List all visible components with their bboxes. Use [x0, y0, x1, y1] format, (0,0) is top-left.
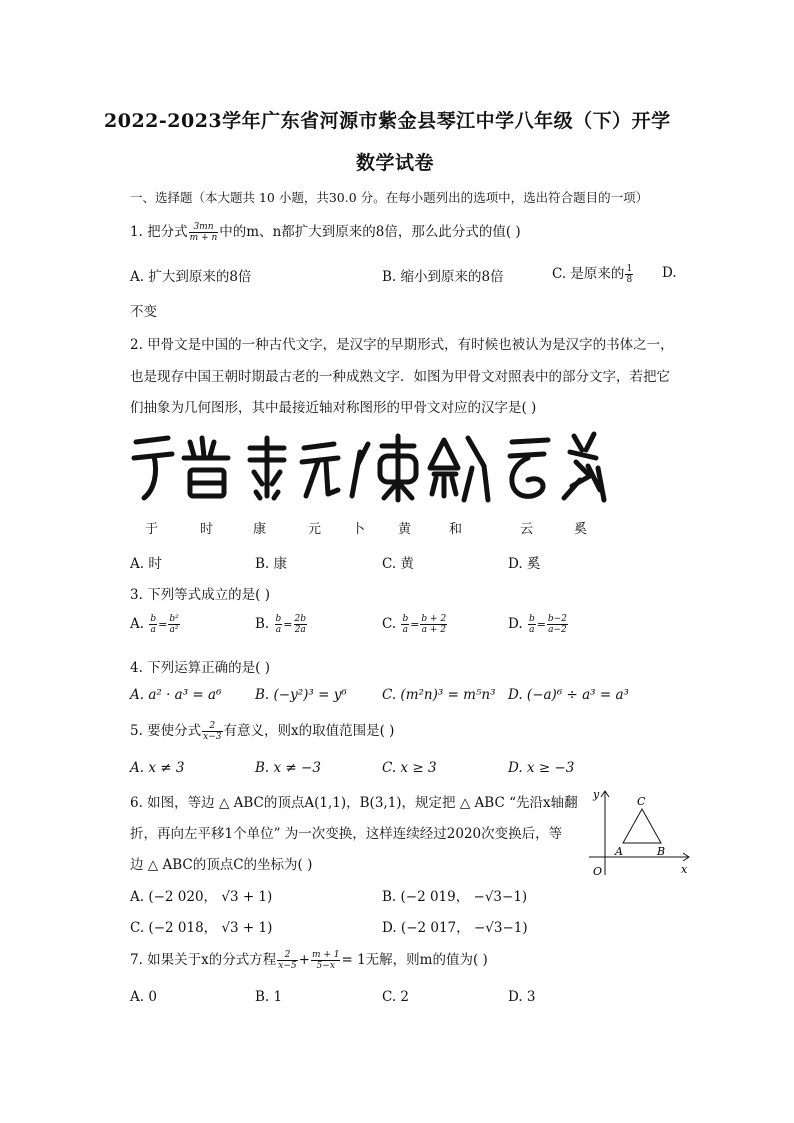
- question-6-line3: 边 △ ABC的顶点C的坐标为( ): [130, 857, 313, 873]
- glyph-label-4: 元: [308, 522, 322, 537]
- question-7-stem: 7. 如果关于x的分式方程 $\frac{2}{x-5}$ + $\frac{m + 1}{5-x}$ = 1无解，则m的值为( ): [130, 950, 488, 971]
- q6-option-b: B. (−2 019， −√3−1): [382, 889, 528, 905]
- q4-option-a: A. a² · a³ = a⁶: [130, 687, 222, 703]
- q6-option-c: C. (−2 018， √3 + 1): [130, 920, 273, 936]
- triangle-coordinate-figure: [585, 785, 695, 880]
- fig-c-label: C: [637, 795, 646, 808]
- glyph-bu: [352, 444, 368, 496]
- q3-option-c: C. $\frac{b}{a}$ = $\frac{b + 2}{a + 2}$: [382, 614, 447, 635]
- q5-option-a: A. x ≠ 3: [130, 760, 185, 776]
- glyph-huang: [380, 436, 416, 500]
- q1-option-d: D.: [662, 265, 677, 281]
- q7-option-d: D. 3: [508, 989, 536, 1005]
- q6-option-a: A. (−2 020， √3 + 1): [130, 889, 273, 905]
- oracle-bone-glyphs: [128, 428, 608, 508]
- glyph-he: [430, 438, 488, 500]
- question-6-line2: 折，再向左平移1个单位” 为一次变换，这样连续经过2020次变换后，等: [130, 826, 563, 842]
- section-heading: 一、选择题（本大题共 10 小题，共30.0 分。在每小题列出的选项中，选出符合题目的一项）: [130, 190, 649, 205]
- glyph-label-1: 于: [145, 522, 159, 537]
- paper-title-line1: 2022-2023学年广东省河源市紫金县琴江中学八年级（下）开学: [104, 110, 671, 132]
- q1-option-c: C. 是原来的 $\frac{1}{8}$: [552, 264, 633, 285]
- fig-origin-label: O: [593, 865, 603, 878]
- glyph-label-9: 奚: [574, 522, 588, 537]
- question-5-stem: 5. 要使分式 $\frac{2}{x-3}$ 有意义，则x的取值范围是( ): [130, 721, 395, 742]
- glyph-yun: [510, 440, 548, 496]
- q4-option-d: D. (−a)⁶ ÷ a³ = a³: [508, 687, 629, 703]
- q7-option-b: B. 1: [255, 989, 283, 1005]
- glyph-label-7: 和: [449, 522, 463, 537]
- fig-y-label: y: [593, 788, 600, 801]
- q5-option-d: D. x ≥ −3: [508, 760, 575, 776]
- q2-option-d: D. 奚: [508, 556, 541, 572]
- q2-option-c: C. 黄: [382, 556, 414, 572]
- q1-option-b: B. 缩小到原来的8倍: [382, 269, 504, 285]
- glyph-kang: [250, 438, 284, 498]
- q2-option-a: A. 时: [130, 556, 162, 572]
- glyph-label-5: 卜: [352, 522, 366, 537]
- fig-b-label: B: [657, 845, 666, 858]
- question-3-stem: 3. 下列等式成立的是( ): [130, 587, 270, 603]
- q4-option-c: C. (m²n)³ = m⁵n³: [382, 687, 496, 703]
- paper-title-line2: 数学试卷: [356, 152, 435, 174]
- glyph-label-3: 康: [253, 522, 267, 537]
- q2-option-b: B. 康: [255, 556, 288, 572]
- question-1-stem: 1. 把分式 $\frac{3mn}{m + n}$ 中的m、n都扩大到原来的8倍，那么此分式的值( ): [130, 222, 521, 243]
- fig-x-label: x: [681, 863, 688, 876]
- q5-option-c: C. x ≥ 3: [382, 760, 437, 776]
- question-2-line3: 们抽象为几何图形，其中最接近轴对称图形的甲骨文对应的汉字是( ): [130, 400, 537, 416]
- q4-option-b: B. (−y²)³ = y⁶: [255, 687, 347, 703]
- q6-option-d: D. (−2 017， −√3−1): [382, 920, 528, 936]
- glyph-label-6: 黄: [398, 522, 412, 537]
- glyph-shi: [184, 438, 228, 496]
- question-4-stem: 4. 下列运算正确的是( ): [130, 660, 270, 676]
- q1-option-d-text: 不变: [130, 304, 157, 320]
- glyph-yu: [134, 438, 172, 498]
- glyph-yuan: [302, 444, 338, 496]
- q1-option-a: A. 扩大到原来的8倍: [130, 269, 252, 285]
- question-2-line1: 2. 甲骨文是中国的一种古代文字，是汉字的早期形式，有时候也被认为是汉字的书体之一，: [130, 337, 674, 353]
- question-2-line2: 也是现存中国王朝时期最古老的一种成熟文字．如图为甲骨文对照表中的部分文字，若把它: [130, 369, 670, 385]
- glyph-label-2: 时: [200, 522, 214, 537]
- question-6-line1: 6. 如图，等边 △ ABC的顶点A(1,1)，B(3,1)，规定把 △ ABC “先沿x轴翻: [130, 795, 578, 811]
- q7-option-c: C. 2: [382, 989, 410, 1005]
- fig-a-label: A: [615, 845, 623, 858]
- glyph-label-8: 云: [520, 522, 534, 537]
- q3-option-a: A. $\frac{b}{a}$ = $\frac{\text{b²}}{\text{a²}}$: [130, 614, 179, 635]
- q5-option-b: B. x ≠ −3: [255, 760, 321, 776]
- glyph-xi: [564, 434, 604, 500]
- q7-option-a: A. 0: [130, 989, 157, 1005]
- q3-option-d: D. $\frac{b}{a}$ = $\frac{b-2}{a-2}$: [508, 614, 567, 635]
- q3-option-b: B. $\frac{b}{a}$ = $\frac{2b}{2a}$: [255, 614, 306, 635]
